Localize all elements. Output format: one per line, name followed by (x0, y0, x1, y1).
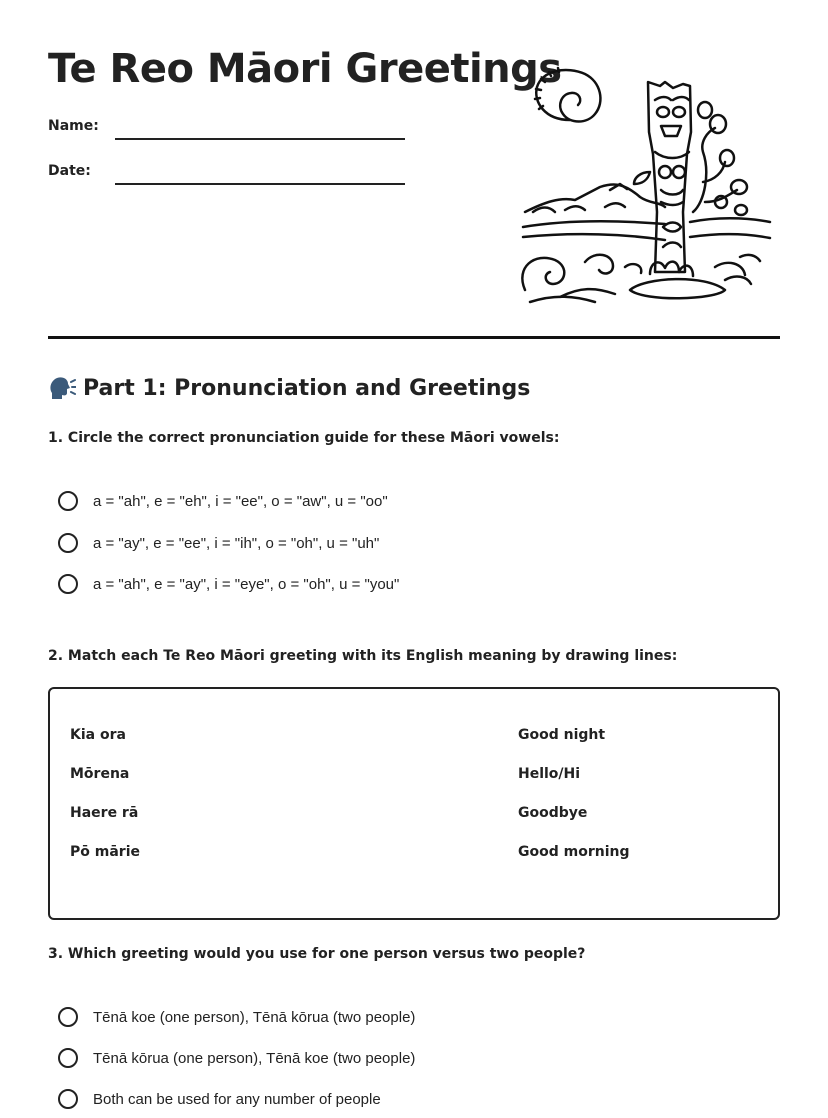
q3-option-3[interactable] (58, 1089, 381, 1109)
question-3: 3. Which greeting would you use for one person versus two people? (48, 946, 586, 962)
question-1: 1. Circle the correct pronunciation guide for these Māori vowels: (48, 430, 560, 446)
name-label: Name: (48, 118, 99, 134)
greeting-item[interactable]: Mōrena (70, 766, 130, 782)
q3-option-1[interactable] (58, 1007, 415, 1027)
q3-option-1-label: Tēnā koe (one person), Tēnā kōrua (two people) (93, 1008, 416, 1026)
speaking-head-icon (48, 375, 76, 401)
radio-circle-icon[interactable] (58, 1048, 78, 1068)
q1-option-1-label: a = "ah", e = "eh", i = "ee", o = "aw", u = "oo" (93, 492, 388, 510)
matching-box (48, 687, 780, 920)
greeting-item[interactable]: Kia ora (70, 727, 126, 743)
worksheet-title: Te Reo Māori Greetings (48, 46, 562, 92)
name-field[interactable] (115, 138, 405, 140)
meaning-item[interactable]: Goodbye (518, 805, 588, 821)
radio-circle-icon[interactable] (58, 1007, 78, 1027)
q1-option-2[interactable] (58, 533, 379, 553)
radio-circle-icon[interactable] (58, 1089, 78, 1109)
part1-heading-text: Part 1: Pronunciation and Greetings (83, 375, 531, 401)
q1-option-3-label: a = "ah", e = "ay", i = "eye", o = "oh", u = "you" (93, 575, 400, 593)
koru-spiral-icon (535, 68, 600, 122)
date-field[interactable] (115, 183, 405, 185)
radio-circle-icon[interactable] (58, 533, 78, 553)
date-label: Date: (48, 163, 91, 179)
q3-option-3-label: Both can be used for any number of people (93, 1090, 381, 1108)
q3-option-2-label: Tēnā kōrua (one person), Tēnā koe (two people) (93, 1049, 416, 1067)
q1-option-2-label: a = "ay", e = "ee", i = "ih", o = "oh", u = "uh" (93, 534, 380, 552)
header-divider (48, 336, 780, 339)
question-2: 2. Match each Te Reo Māori greeting with its English meaning by drawing lines: (48, 648, 678, 664)
radio-circle-icon[interactable] (58, 491, 78, 511)
greeting-item[interactable]: Haere rā (70, 805, 139, 821)
q1-option-3[interactable] (58, 574, 399, 594)
meaning-item[interactable]: Good morning (518, 844, 630, 860)
meaning-item[interactable]: Hello/Hi (518, 766, 581, 782)
q1-option-1[interactable] (58, 491, 388, 511)
greeting-item[interactable]: Pō mārie (70, 844, 140, 860)
meaning-item[interactable]: Good night (518, 727, 606, 743)
part1-heading (48, 375, 530, 401)
q3-option-2[interactable] (58, 1048, 415, 1068)
pou-carving-illustration (515, 62, 777, 310)
radio-circle-icon[interactable] (58, 574, 78, 594)
